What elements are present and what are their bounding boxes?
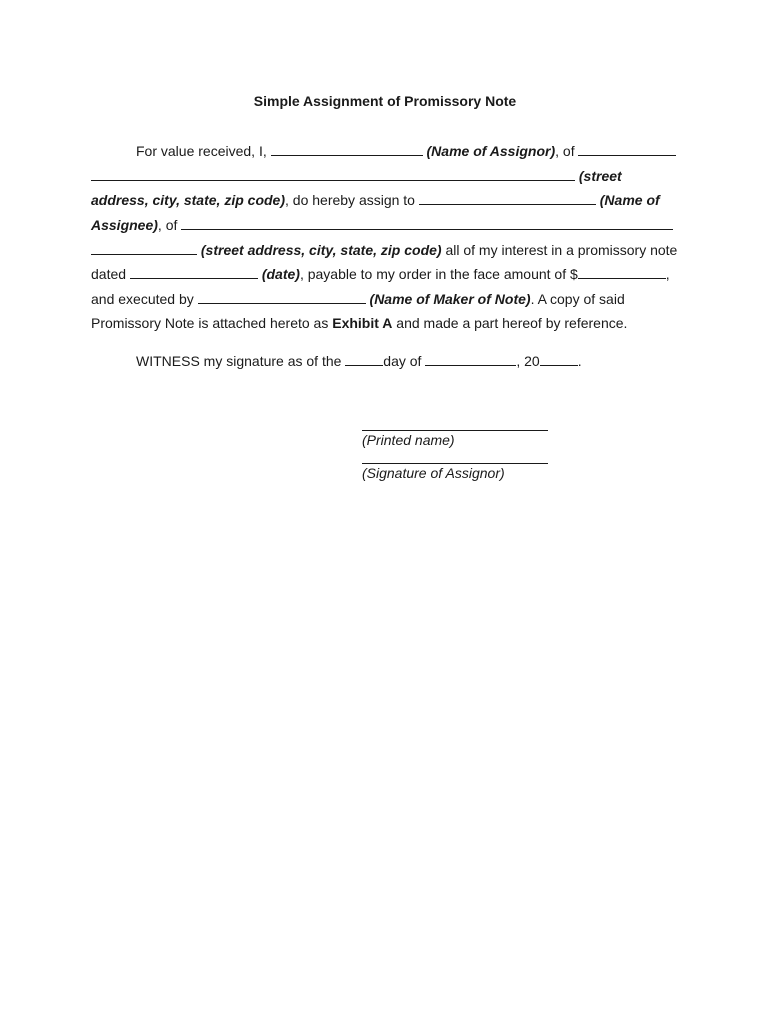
document-title: Simple Assignment of Promissory Note bbox=[253, 93, 517, 109]
witness-line bbox=[136, 352, 582, 370]
name-of-label: (Name of bbox=[599, 192, 660, 208]
text-of-2: , of bbox=[157, 217, 182, 233]
street-address-city-state-zip-label: (street address, city, state, zip code) bbox=[200, 242, 442, 258]
date-label: (date) bbox=[261, 266, 300, 282]
paragraph-line-4 bbox=[91, 216, 673, 234]
day-blank[interactable] bbox=[345, 352, 383, 366]
paragraph-line-1 bbox=[136, 142, 676, 160]
text-witness-signature: WITNESS my signature as of the bbox=[136, 353, 346, 369]
text-and-executed-by: and executed by bbox=[91, 291, 198, 307]
assignor-signature-label: (Signature of Assignor) bbox=[362, 465, 505, 481]
text-day-of: day of bbox=[383, 353, 426, 369]
amount-blank[interactable] bbox=[578, 265, 666, 279]
paragraph-line-3 bbox=[91, 191, 660, 209]
paragraph-line-6 bbox=[91, 265, 670, 283]
text-attached-hereto: Promissory Note is attached hereto as bbox=[91, 315, 333, 331]
text-for-value-received: For value received, I, bbox=[136, 143, 271, 159]
text-year-prefix: , 20 bbox=[516, 353, 540, 369]
text-comma: , bbox=[665, 266, 670, 282]
paragraph-line-5 bbox=[91, 241, 677, 259]
text-period: . bbox=[577, 353, 582, 369]
text-do-hereby-assign-to: , do hereby assign to bbox=[285, 192, 419, 208]
assignor-name-blank[interactable] bbox=[271, 142, 423, 156]
text-of: , of bbox=[555, 143, 579, 159]
maker-name-blank[interactable] bbox=[198, 290, 366, 304]
paragraph-line-7 bbox=[91, 290, 625, 308]
text-dated: dated bbox=[91, 266, 130, 282]
assignee-address-blank[interactable] bbox=[91, 241, 197, 255]
maker-name-label: (Name of Maker of Note) bbox=[369, 291, 531, 307]
text-made-part-hereof: and made a part hereof by reference. bbox=[392, 315, 628, 331]
assignor-signature-line[interactable] bbox=[362, 463, 548, 464]
assignee-name-blank[interactable] bbox=[419, 191, 596, 205]
assignee-label: Assignee) bbox=[91, 217, 158, 233]
text-copy-of-said: . A copy of said bbox=[530, 291, 625, 307]
month-blank[interactable] bbox=[425, 352, 516, 366]
address-city-state-zip-label: address, city, state, zip code) bbox=[91, 192, 285, 208]
exhibit-a-label: Exhibit A bbox=[332, 315, 393, 331]
assignor-address-blank[interactable] bbox=[91, 167, 575, 181]
printed-name-label: (Printed name) bbox=[362, 432, 455, 448]
paragraph-line-2 bbox=[91, 167, 622, 185]
year-blank[interactable] bbox=[540, 352, 578, 366]
text-interest-in-note: all of my interest in a promissory note bbox=[441, 242, 678, 258]
street-label: (street bbox=[578, 168, 622, 184]
assignee-address-blank-start[interactable] bbox=[181, 216, 673, 230]
paragraph-line-8 bbox=[91, 315, 627, 332]
assignor-name-label: (Name of Assignor) bbox=[426, 143, 556, 159]
date-blank[interactable] bbox=[130, 265, 258, 279]
printed-name-line[interactable] bbox=[362, 430, 548, 431]
assignor-address-blank-start[interactable] bbox=[578, 142, 676, 156]
text-payable-face-amount: , payable to my order in the face amount of $ bbox=[299, 266, 578, 282]
